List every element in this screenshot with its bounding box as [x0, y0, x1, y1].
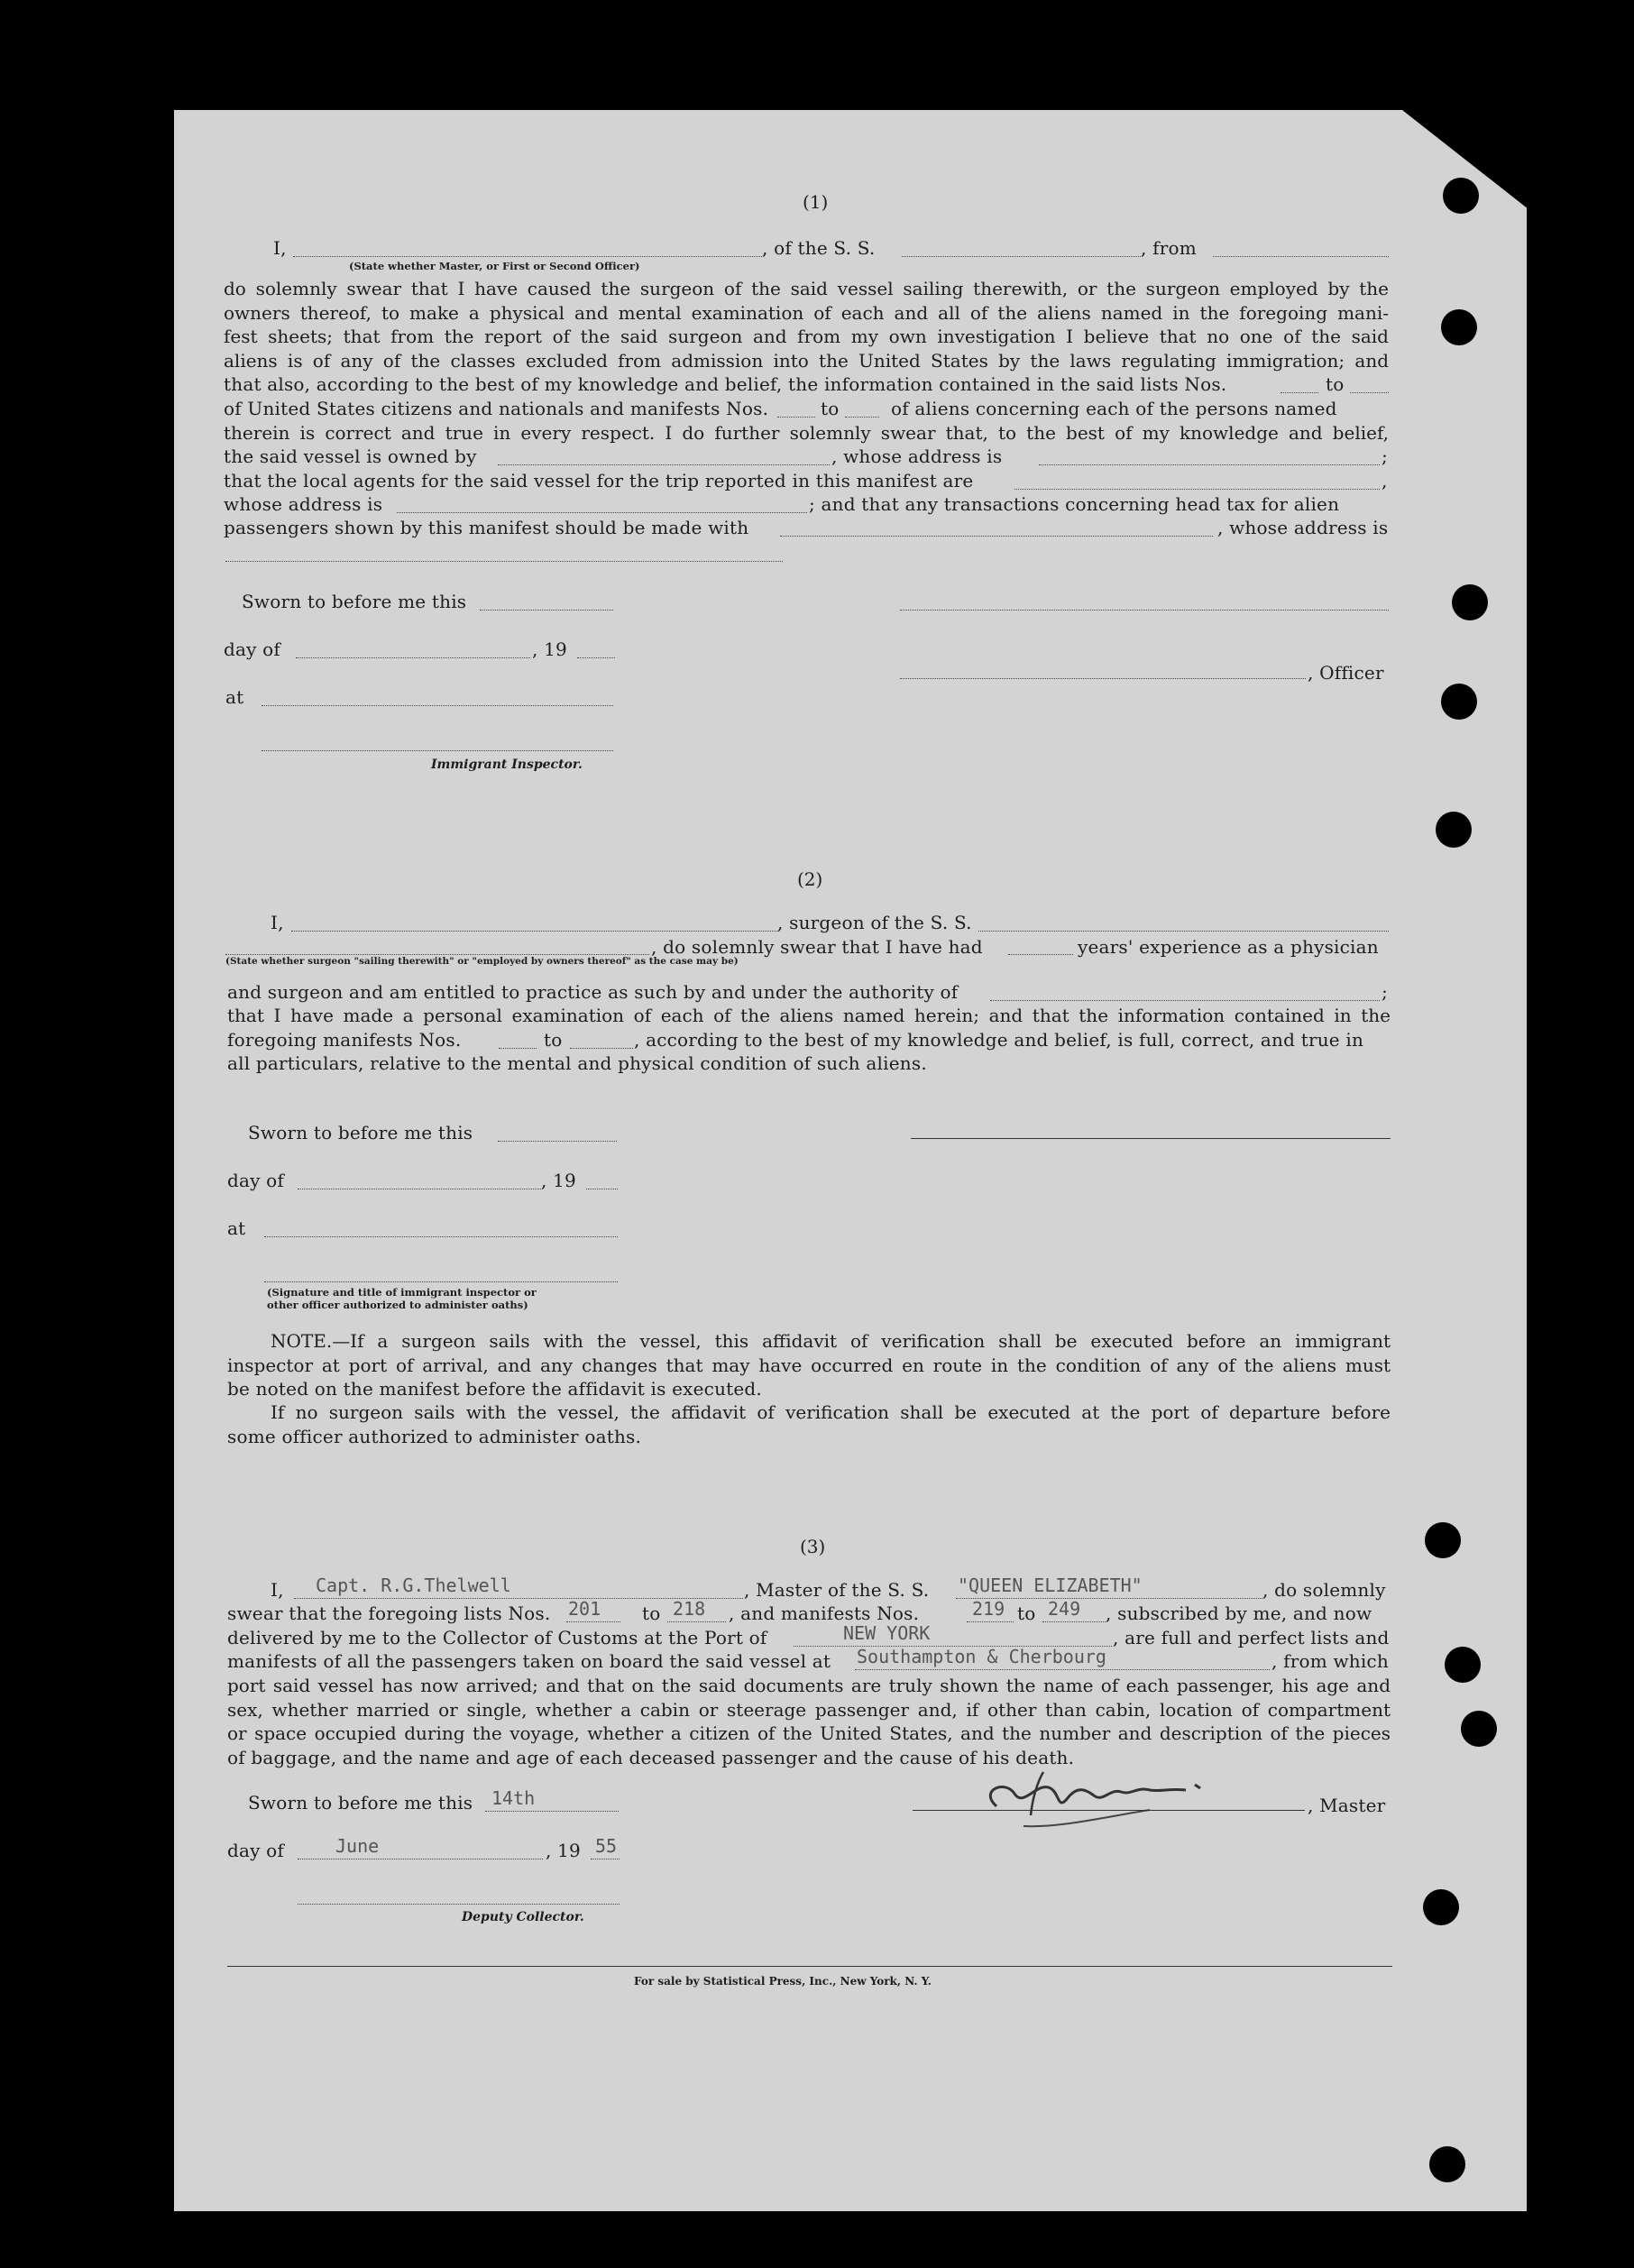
text-of-ss: , of the S. S. — [762, 237, 876, 259]
note-line: NOTE.—If a surgeon sails with the vessel, this affidavit of verification shall be executed before an immigrant — [271, 1330, 1391, 1352]
text-citizens: of United States citizens and nationals and manifests Nos. — [224, 398, 769, 419]
officer-rank-field[interactable] — [293, 256, 762, 257]
note-line: inspector at port of arrival, and any changes that may have occurred en route in the condition of any of the aliens must — [227, 1354, 1391, 1376]
day-of-label: day of — [224, 638, 281, 660]
ship-name-value: "QUEEN ELIZABETH" — [958, 1575, 1143, 1596]
note-block-2 — [227, 1400, 1391, 1425]
deputy-caption: Deputy Collector. — [462, 1910, 584, 1924]
footer-rule — [227, 1966, 1392, 1967]
text-that-also: that also, according to the best of my knowledge and belief, the information contained in the said lists Nos. — [224, 373, 1227, 395]
master-label: , Master — [1308, 1795, 1386, 1816]
officer-signature-field[interactable] — [900, 610, 1389, 611]
agents-address-field[interactable] — [397, 512, 807, 513]
authority-field[interactable] — [990, 1000, 1380, 1001]
lists-from-field[interactable] — [1281, 392, 1318, 393]
note-block — [227, 1329, 1391, 1377]
year-label: , 19 — [541, 1170, 576, 1191]
footer-text: For sale by Statistical Press, Inc., New York, N. Y. — [634, 1975, 932, 1988]
body-line: fest sheets; that from the report of the said surgeon and from my own investigation I believe that no one of the said — [224, 326, 1389, 348]
text-local-agents: that the local agents for the said vessel for the trip reported in this manifest are — [224, 470, 974, 491]
at-field[interactable] — [262, 705, 613, 706]
surgeon-name-field[interactable] — [291, 931, 778, 932]
departure-port-value: Southampton & Cherbourg — [857, 1646, 1106, 1667]
list-from-field[interactable] — [566, 1621, 620, 1622]
text-i: I, — [273, 237, 287, 259]
manifest-from-field[interactable] — [967, 1621, 1014, 1622]
signature-caption-line: other officer authorized to administer oaths) — [267, 1299, 528, 1311]
binder-hole — [1429, 2146, 1465, 2182]
text-manifests-all: manifests of all the passengers taken on board the said vessel at — [227, 1650, 831, 1672]
text-all-particulars: all particulars, relative to the mental and physical condition of such aliens. — [227, 1052, 927, 1074]
text-surgeon-of: , surgeon of the S. S. — [777, 912, 972, 933]
surgeon-signature-field[interactable] — [911, 1138, 1391, 1139]
text-and-surgeon: and surgeon and am entitled to practice as such by and under the authority of — [227, 981, 959, 1003]
year-field[interactable] — [577, 657, 615, 658]
text-master-of: , Master of the S. S. — [744, 1579, 930, 1601]
at-field[interactable] — [264, 1236, 618, 1237]
body-line: port said vessel has now arrived; and that on the said documents are truly shown the name of each passenger, his age and — [227, 1675, 1391, 1696]
sworn-label: Sworn to before me this — [248, 1122, 473, 1143]
binder-hole — [1441, 309, 1477, 345]
manifest-to-value: 249 — [1048, 1598, 1081, 1620]
caption-master: (State whether Master, or First or Second Officer) — [349, 260, 640, 272]
section-3-body — [227, 1674, 1391, 1746]
month-value: June — [335, 1835, 380, 1857]
text-whose-address-2: whose address is — [224, 493, 383, 515]
list-from-value: 201 — [568, 1598, 601, 1620]
section-2-body — [227, 1004, 1391, 1028]
text-to: to — [1326, 373, 1345, 395]
text-to: to — [1017, 1602, 1036, 1624]
section-1-body — [224, 277, 1389, 372]
manifest-from-field[interactable] — [499, 1048, 537, 1049]
text-aliens-concerning: of aliens concerning each of the persons named — [891, 398, 1337, 419]
section-3-heading: (3) — [800, 1536, 826, 1557]
officer-name-field[interactable] — [900, 678, 1306, 679]
departure-port-field[interactable] — [855, 1669, 1270, 1670]
day-of-label: day of — [227, 1170, 285, 1191]
body-line: do solemnly swear that I have caused the surgeon of the said vessel sailing therewith, or the surgeon employed by the — [224, 278, 1389, 299]
sworn-day-field[interactable] — [498, 1141, 617, 1142]
text-whose-address-3: , whose address is — [1217, 517, 1389, 538]
port-value: NEW YORK — [843, 1622, 931, 1644]
text-semicolon: ; — [1382, 445, 1388, 467]
list-to-value: 218 — [673, 1598, 706, 1620]
signature-caption-line: (Signature and title of immigrant inspector or — [267, 1286, 537, 1299]
binder-hole — [1423, 1889, 1459, 1925]
text-from-which: , from which — [1271, 1650, 1389, 1672]
text-whose-address: , whose address is — [831, 445, 1003, 467]
text-comma: , — [1382, 470, 1388, 491]
text-to: to — [642, 1602, 661, 1624]
body-line: sex, whether married or single, whether a cabin or steerage passenger and, if other than cabin, location of compartment — [227, 1698, 1391, 1721]
local-agents-field[interactable] — [1014, 489, 1380, 490]
body-line: or space occupied during the voyage, whether a citizen of the United States, and the number and description of the pieces — [227, 1722, 1391, 1745]
owner-field[interactable] — [498, 464, 830, 465]
binder-hole — [1452, 584, 1488, 620]
master-name-value: Capt. R.G.Thelwell — [316, 1575, 511, 1596]
text-years: years' experience as a physician — [1078, 936, 1379, 958]
text-do-swear: , do solemnly swear that I have had — [651, 936, 983, 958]
text-from: , from — [1141, 237, 1197, 259]
years-field[interactable] — [1008, 954, 1073, 955]
ship-name-field[interactable] — [902, 256, 1141, 257]
year-label: , 19 — [546, 1840, 581, 1861]
text-foregoing: foregoing manifests Nos. — [227, 1029, 462, 1051]
sworn-label: Sworn to before me this — [248, 1792, 473, 1813]
text-full-perfect: , are full and perfect lists and — [1113, 1627, 1390, 1648]
sworn-day-field[interactable] — [480, 610, 613, 611]
port-from-field[interactable] — [1213, 256, 1389, 257]
head-tax-party-field[interactable] — [780, 536, 1213, 537]
lists-to-field[interactable] — [1350, 392, 1389, 393]
section-1-therein — [224, 421, 1389, 445]
text-and-manifests: , and manifests Nos. — [729, 1602, 920, 1624]
binder-hole — [1441, 684, 1477, 720]
day-of-field[interactable] — [296, 657, 530, 658]
text-according: , according to the best of my knowledge and belief, is full, correct, and true in — [634, 1029, 1364, 1051]
text-delivered: delivered by me to the Collector of Customs at the Port of — [227, 1627, 767, 1648]
text-i: I, — [271, 912, 284, 933]
body-line: owners thereof, to make a physical and mental examination of each and all of the aliens named in the foregoing mani- — [224, 301, 1389, 324]
surgeon-ship-field[interactable] — [978, 931, 1389, 932]
section-1-heading: (1) — [803, 191, 829, 213]
binder-hole — [1445, 1647, 1481, 1683]
body-line: aliens is of any of the classes excluded from admission into the United States by the laws regulating immigration; and — [224, 349, 1389, 372]
list-to-field[interactable] — [667, 1621, 726, 1622]
at-label: at — [225, 686, 244, 708]
day-of-label: day of — [227, 1840, 285, 1861]
text-do-solemnly: , do solemnly — [1262, 1579, 1386, 1601]
text-last-line: of baggage, and the name and age of each deceased passenger and the cause of his death. — [227, 1747, 1075, 1768]
sworn-day-field[interactable] — [485, 1811, 619, 1812]
manifest-from-value: 219 — [972, 1598, 1005, 1620]
sworn-label: Sworn to before me this — [242, 591, 467, 612]
binder-hole — [1443, 178, 1479, 214]
text-owned-by: the said vessel is owned by — [224, 445, 477, 467]
officer-label: , Officer — [1308, 662, 1384, 684]
sworn-day-value: 14th — [491, 1787, 536, 1809]
surgeon-type-field[interactable] — [225, 954, 649, 955]
text-swear-that: swear that the foregoing lists Nos. — [227, 1602, 551, 1624]
surgeon-caption: (State whether surgeon "sailing therewith" or "employed by owners thereof" as the case may be) — [225, 956, 739, 967]
text-semicolon: ; — [1382, 981, 1388, 1003]
text-i: I, — [271, 1579, 284, 1601]
owner-address-field[interactable] — [1039, 464, 1380, 465]
citizens-from-field[interactable] — [777, 417, 815, 418]
text-to: to — [821, 398, 840, 419]
head-tax-address-field[interactable] — [225, 561, 783, 562]
note-line: some officer authorized to administer oaths. — [227, 1426, 642, 1447]
inspector-signature-field[interactable] — [264, 1281, 618, 1282]
manifest-to-field[interactable] — [570, 1048, 633, 1049]
binder-hole — [1461, 1711, 1497, 1747]
at-label: at — [227, 1217, 246, 1239]
text-subscribed: , subscribed by me, and now — [1106, 1602, 1372, 1624]
text-head-tax: ; and that any transactions concerning head tax for alien — [809, 493, 1340, 515]
collector-signature-field[interactable] — [298, 1904, 620, 1905]
text-passengers: passengers shown by this manifest should be made with — [224, 517, 749, 538]
body-line: that I have made a personal examination of each of the aliens named herein; and that the information contained in the — [227, 1005, 1391, 1026]
binder-hole — [1436, 812, 1472, 848]
binder-hole — [1425, 1522, 1461, 1558]
section-2-heading: (2) — [797, 868, 823, 890]
year-label: , 19 — [532, 638, 567, 660]
master-signature-line[interactable] — [913, 1810, 1305, 1811]
year-value: 55 — [595, 1835, 618, 1857]
master-signature — [951, 1763, 1312, 1835]
note-line: be noted on the manifest before the affidavit is executed. — [227, 1378, 762, 1400]
inspector-signature-field[interactable] — [262, 750, 613, 751]
note-line: If no surgeon sails with the vessel, the affidavit of verification shall be executed at the port of departure before — [271, 1401, 1391, 1423]
inspector-caption: Immigrant Inspector. — [431, 758, 583, 772]
manifest-to-field[interactable] — [1042, 1621, 1106, 1622]
body-line: therein is correct and true in every respect. I do further solemnly swear that, to the best of my knowledge and belief, — [224, 422, 1389, 444]
text-to: to — [544, 1029, 563, 1051]
citizens-to-field[interactable] — [845, 417, 879, 418]
